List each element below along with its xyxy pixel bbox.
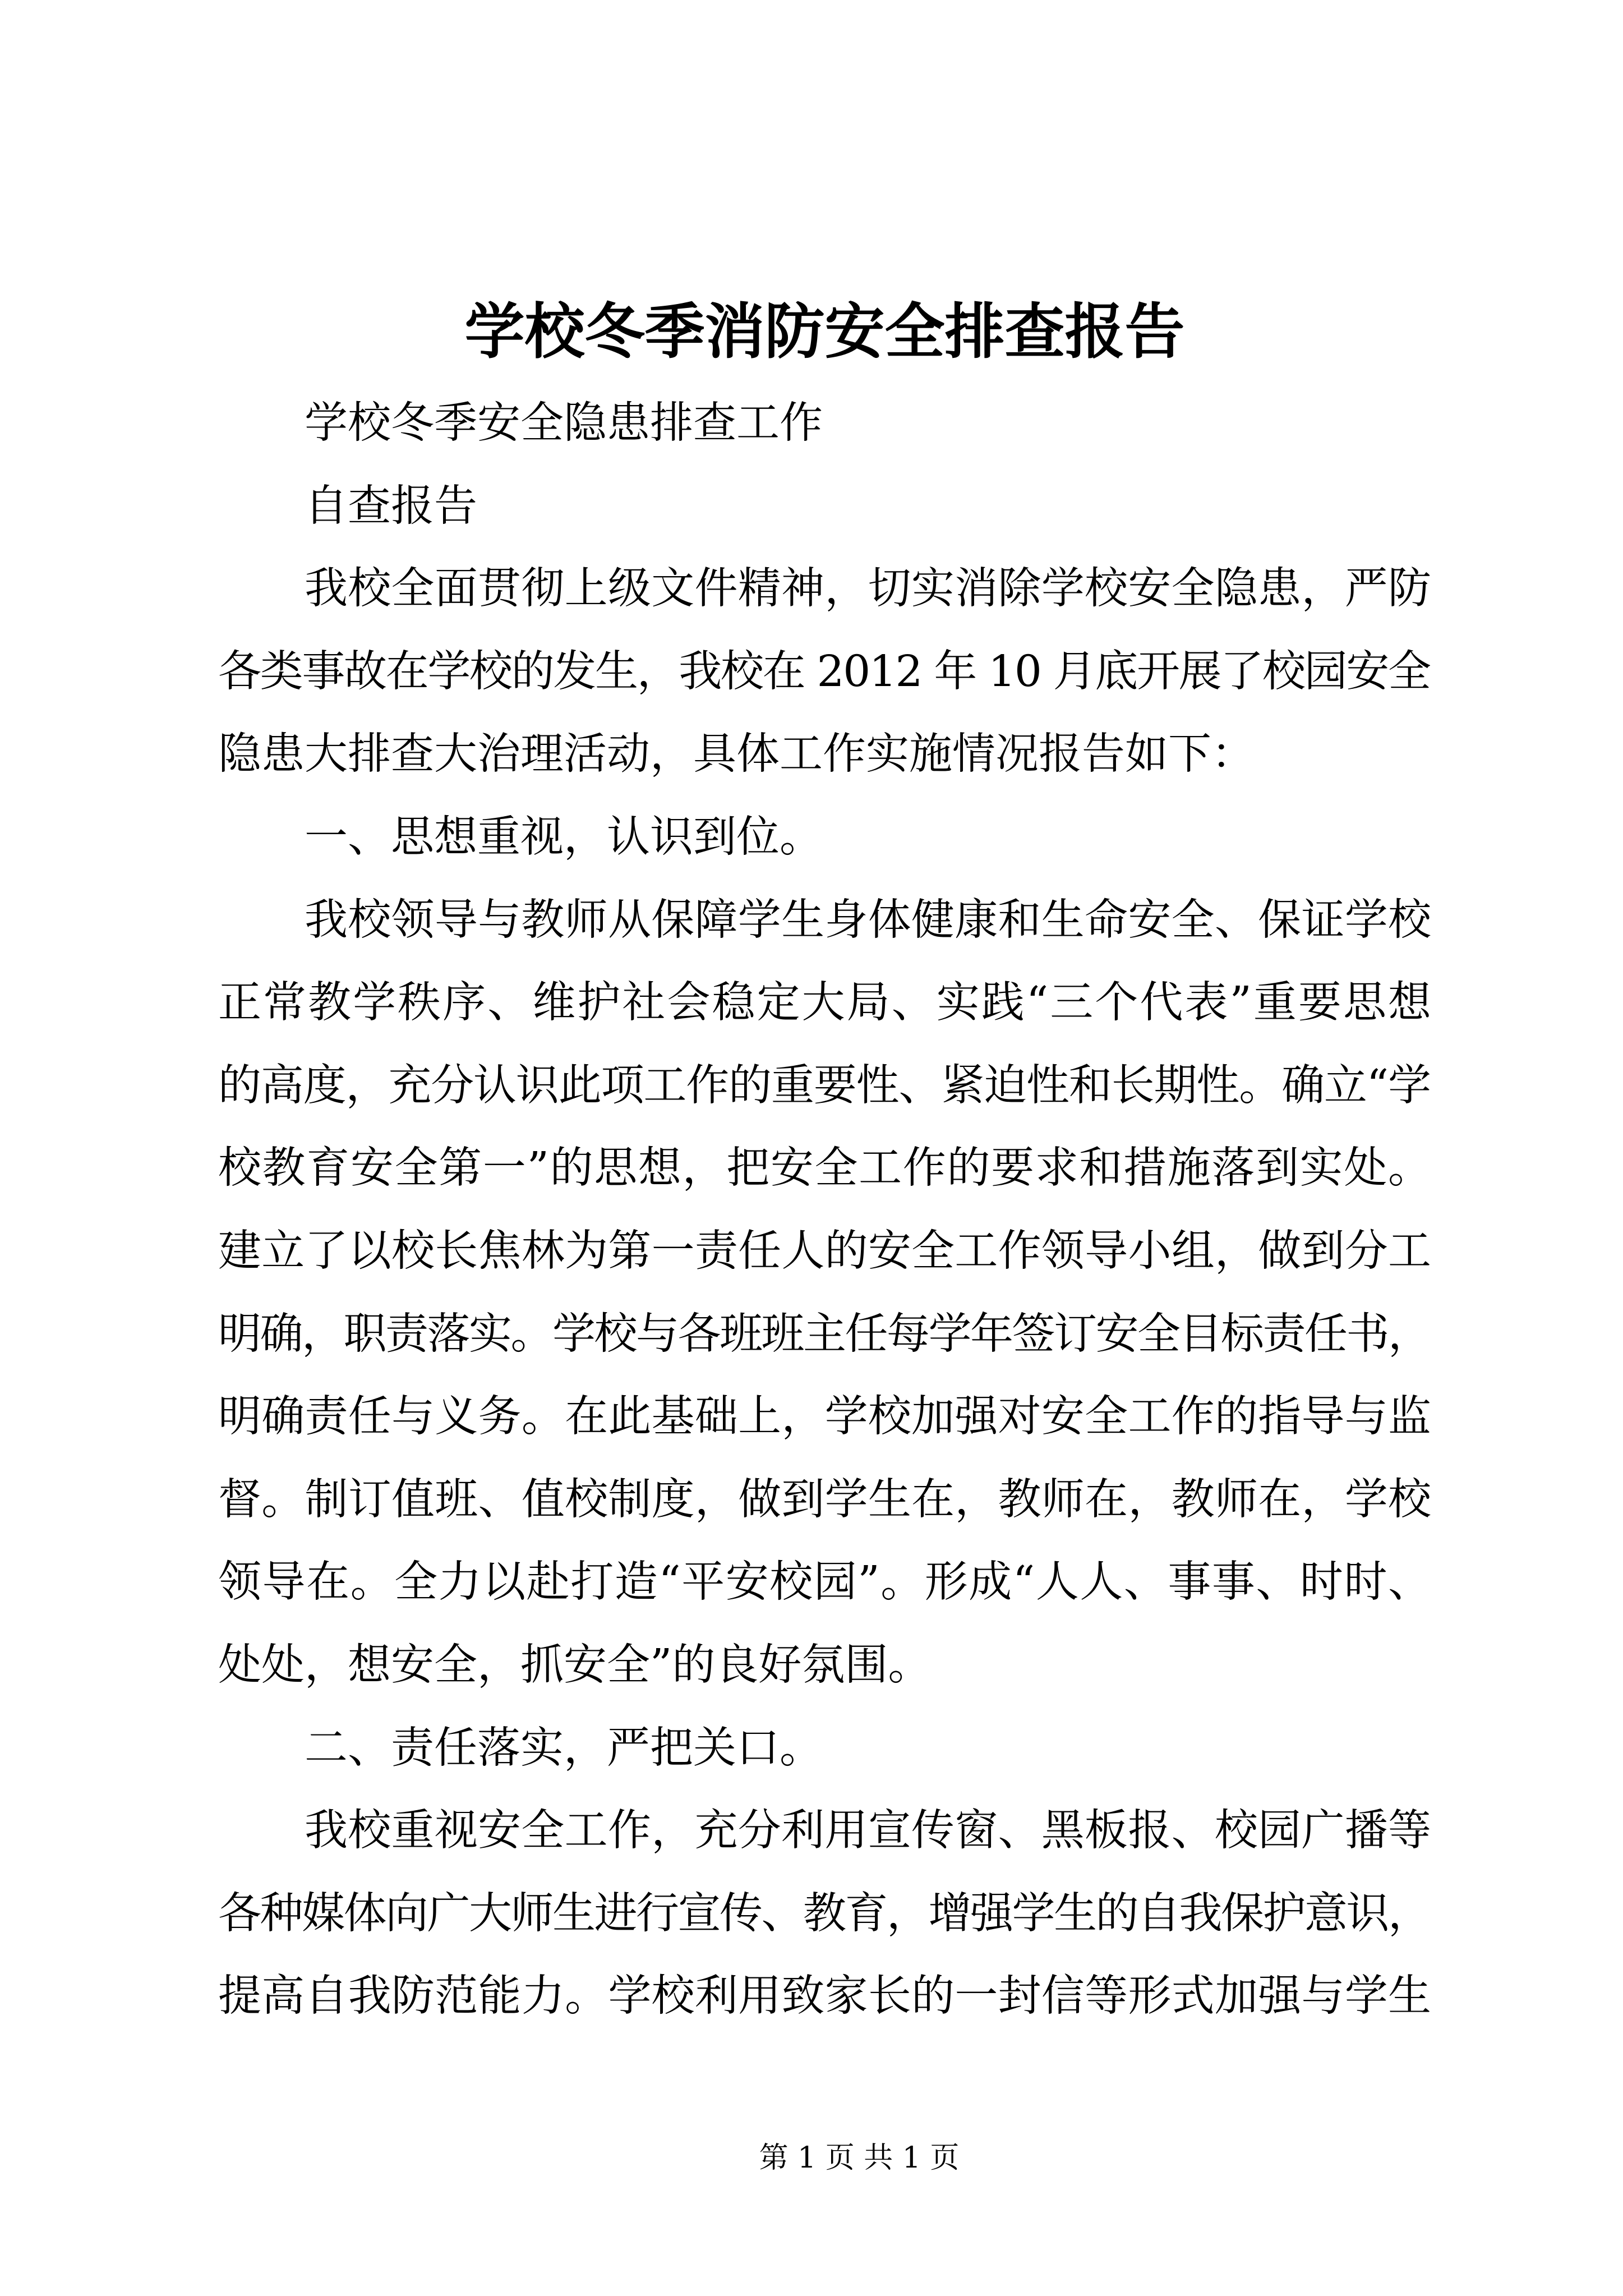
text-line [218,1872,1431,1955]
text-line [218,1541,1431,1624]
paragraph [218,879,1431,1707]
text-line-content: 提高自我防范能力。学校利用致家长的一封信等形式加强与学生 [218,1971,1432,2022]
text-line [218,1624,1431,1707]
text-line-content: 明确，职责落实。学校与各班班主任每学年签订安全目标责任书， [218,1309,1430,1359]
text-line [218,961,1431,1045]
page-footer [579,2138,1140,2178]
text-line [218,382,1431,465]
text-line [218,1045,1431,1128]
paragraph [218,547,1431,796]
document-body [218,382,1431,2038]
text-line-content: 明确责任与义务。在此基础上，学校加强对安全工作的指导与监 [218,1392,1432,1442]
paragraph [218,1789,1431,2038]
text-line [218,1789,1431,1872]
text-line [218,796,1431,879]
text-line-content: 建立了以校长焦林为第一责任人的安全工作领导小组，做到分工 [218,1226,1432,1276]
paragraph [218,796,1431,879]
text-line [218,465,1431,548]
text-line [218,713,1431,796]
text-line-content: 督。制订值班、值校制度，做到学生在，教师在，教师在，学校 [218,1474,1432,1525]
text-line-content: 二、责任落实，严把关口。 [305,1723,823,1773]
text-line [218,1707,1431,1790]
text-line-content: 我校重视安全工作，充分利用宣传窗、黑板报、校园广播等 [305,1806,1432,1856]
page-number-label: 第 1 页 共 1 页 [759,2141,960,2175]
text-line-content: 自查报告 [305,481,477,531]
text-line-content: 各种媒体向广大师生进行宣传、教育，增强学生的自我保护意识， [218,1888,1430,1939]
paragraph [218,465,1431,548]
text-line-content: 校教育安全第一”的思想，把安全工作的要求和措施落到实处。 [218,1143,1432,1194]
text-line [218,547,1431,631]
text-line-content: 的高度，充分认识此项工作的重要性、紧迫性和长期性。确立“学 [218,1060,1431,1111]
text-line [218,1955,1431,2038]
text-line-content: 我校领导与教师从保障学生身体健康和生命安全、保证学校 [305,895,1432,945]
text-line-content: 领导在。全力以赴打造“平安校园”。形成“人人、事事、时时、 [218,1557,1432,1608]
text-line-content: 一、思想重视，认识到位。 [305,812,823,862]
text-line-content: 各类事故在学校的发生，我校在 2012 年 10 月底开展了校园安全 [218,646,1430,697]
text-line [218,631,1431,714]
text-line-content: 我校全面贯彻上级文件精神，切实消除学校安全隐患，严防 [305,564,1432,614]
text-line [218,1458,1431,1542]
text-line-content: 正常教学秩序、维护社会稳定大局、实践“三个代表”重要思想 [218,978,1433,1028]
text-line [218,879,1431,962]
text-line-content: 隐患大排查大治理活动，具体工作实施情况报告如下： [218,729,1255,780]
paragraph [218,382,1431,465]
text-line [218,1210,1431,1293]
text-line [218,1293,1431,1376]
text-line [218,1375,1431,1458]
text-line [218,1127,1431,1210]
text-line-content: 处处，想安全，抓安全”的良好氛围。 [218,1640,932,1690]
paragraph [218,1707,1431,1790]
text-line-content: 学校冬季安全隐患排查工作 [305,398,823,448]
document-title: 学校冬季消防安全排查报告 [464,297,1185,367]
